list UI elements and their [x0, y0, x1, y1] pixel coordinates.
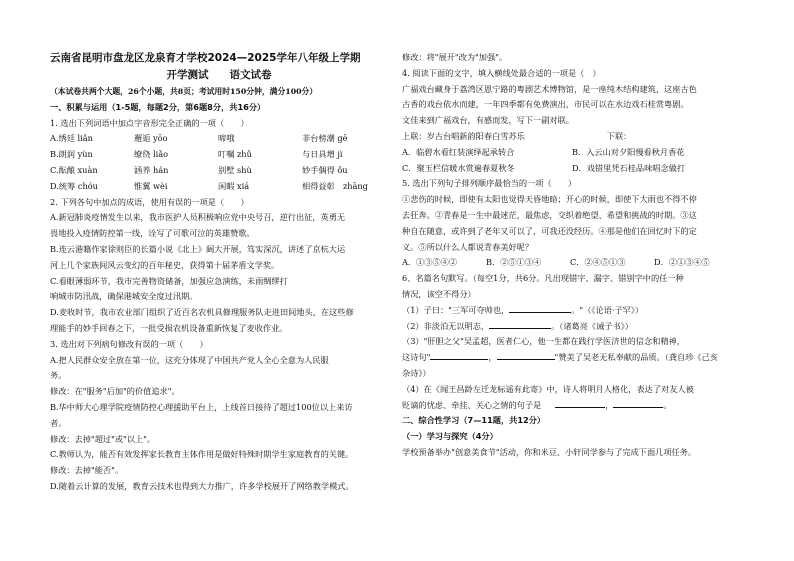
q3-line: 修改：在"服务"后加"的价值追求"。	[50, 386, 180, 397]
answer-blank[interactable]	[497, 350, 555, 360]
q6-item2: （2）非淡泊无以明志， 。（诸葛亮《诫子书》）	[402, 320, 633, 331]
q5-options: A．①③⑤④② B．②⑤①③④ C．②④⑤①③ D．②①③④⑤	[402, 257, 710, 268]
q4-line: 古香的戏台依水而建，一年四季都有免费演出，市民可以在水边戏石桂赏粤剧。	[402, 99, 689, 110]
left-column	[50, 50, 388, 495]
section1-heading: 一、积累与运用（1-5题，每题2分，第6题8分，共16分）	[50, 101, 266, 112]
q2-line: D.麦收时节，我市农业部门组织了近百名农机具修理服务队走进田间地头，在这些修	[50, 307, 354, 318]
q3-stem: 3. 选出对下列病句修改有误的一项（ ）	[50, 338, 208, 349]
q4-line: 广福戏台藏身于荔湾区恩宁路的粤剧艺术博物馆，是一座纯木结构建筑，这座古色	[402, 83, 697, 94]
q3-line: 者。	[50, 417, 67, 428]
q2-line: 河上几个家族间风云变幻的百年秘史，获得第十届茅盾文学奖。	[50, 259, 280, 270]
q1-option-d: D.统筹 chóu 惟翼 wèi 闲暇 xiá 相得益彰 zhāng	[50, 180, 368, 191]
q3-d-fix: 修改：将"展开"改为"加强"。	[402, 52, 508, 62]
q6-stem: 6、名篇名句默写。（每空1分，共6分。凡出现错字、漏字、错别字中的任一种	[402, 273, 684, 284]
answer-blank[interactable]	[430, 350, 488, 360]
section2-heading: 二、综合性学习（7—11题，共12分）	[402, 415, 546, 426]
q2-line: 理能手的妙手回春之下，一批受损农机设备重新恢复了麦收作业。	[50, 322, 288, 333]
q3-line: 修改：去掉"能否"。	[50, 465, 124, 476]
q4-options-cd: C．聚玉栏信暖水赏遍春夏秋冬 D．戏错里凭石桂品味唱念做打	[402, 162, 686, 173]
answer-blank[interactable]	[509, 303, 571, 313]
q5-stem: 5. 选出下列句子排列顺序最恰当的一项（ ）	[402, 178, 577, 189]
q3-line: B.华中师大心理学院疫情防控心理援助平台上，上线首日接待了超过100位以上来访	[50, 401, 353, 412]
q3-line: 修改：去掉"超过"或"以上"。	[50, 433, 156, 444]
sub1-heading: （一）学习与探究（4分）	[402, 431, 498, 442]
q3-line: D.随着云计算的发展，教育云技术也得到大力推广，许多学校展开了网络教学模式。	[50, 480, 354, 491]
q2-stem: 2. 下列各句中加点的成语，使用有误的一项是（ ）	[50, 196, 249, 207]
q2-line: A.新冠肺炎疫情发生以来，我市医护人员积极响应党中央号召，逆行出征，英勇无	[50, 212, 346, 223]
activity-intro: 学校预备举办"创意美食节"活动，你和米豆、小轩同学参与了完成下面几项任务。	[402, 446, 697, 457]
q1-option-b: B.朗润 yùn 缭绕 liǎo 叮嘱 zhǔ 与日具增 jì	[50, 149, 343, 160]
q2-line: B.连云港籍作家徐则臣的长篇小说《北上》阔大开展，笃实深沉，讲述了京杭大运	[50, 243, 346, 254]
q4-couplet: 上联：岁古台唱新韵阳春白雪苏乐 下联：	[402, 130, 632, 141]
q1-option-a: A.绣廷 liǎn 邂逅 yōo 啼哦 非台榜潮 gē	[50, 133, 348, 144]
q5-line: 种自在随意，或许到了老年又可以了，可我还没经历。④那是他们在回忆时下的定	[402, 225, 697, 236]
q1-option-c: C.酝酿 xuàn 涵养 hán 别墅 shù 妙手偶得 ǒu	[50, 164, 348, 175]
q5-line: 去狂奔。②青春是一生中最迷茫，最焦虑，交织着绝望、希望和挑战的时期。③这	[402, 209, 697, 220]
right-column	[402, 50, 746, 461]
answer-blank[interactable]	[555, 398, 605, 408]
q6-item4: （4）在《闻王昌龄左迁龙标遥有此寄》中，诗人将明月人格化，表达了对友人被	[402, 383, 694, 394]
answer-blank[interactable]	[613, 398, 663, 408]
q4-options-ab: A．临碧水看红装演绎起承转合 B．入云山对夕阳慢看秋月香花	[402, 146, 685, 157]
q4-line: 文佳来到广福戏台，有感而发，写下一副对联。	[402, 115, 574, 126]
q2-line: 响城市防汛战，确保港城安全度过汛期。	[50, 291, 198, 302]
q3-line: A.把人民群众安全放在第一位，这充分体现了中国共产党人全心全意为人民服	[50, 354, 329, 365]
q6-item1: （1）子曰："三军可夺帅也， 。"（《论语·子罕》）	[402, 304, 644, 315]
q5-line: ①悲伤的时候，即使有太阳也觉得天昏地暗；开心的时候，即使下大雨也不得不停	[402, 194, 697, 205]
q6-item4-cont: 贬谪的忧虑、牵挂、关心之情的句子是 ， 。	[402, 399, 672, 410]
q6-stem2: 情况，该空不得分）	[402, 288, 476, 299]
q3-line: C.教师认为，能否有效发挥家长教育主体作用是做好特殊时期学生家庭教育的关键。	[50, 449, 354, 460]
q5-line: 义。⑤所以什么人都说青春美好呢？	[402, 241, 534, 252]
q3-line: 务。	[50, 370, 67, 381]
q6-item3-source: 杂诗》）	[402, 367, 431, 378]
q4-stem: 4. 阅读下面的文字，填入横线处最合适的一项是（ ）	[402, 67, 601, 78]
exam-title-line1: 云南省昆明市盘龙区龙泉育才学校2024—2025学年八年级上学期	[50, 52, 361, 64]
exam-title-line2: 开学测试 语文试卷	[166, 69, 272, 81]
answer-blank[interactable]	[489, 319, 551, 329]
exam-note: （本试卷共两个大题，26个小题，共8页；考试用时150分钟，满分100分）	[50, 87, 318, 96]
q2-line: C.看眼薄弱环节，我市完善物资储备，加强应急演练，未雨绸缪打	[50, 275, 288, 286]
q6-item3: （3）"肝胆之父"吴孟超，医者仁心，他一生都在践行学医济世的信念和精神，	[402, 336, 685, 347]
q6-item3-cont: 这诗句" ， "赞美了吴老无私奉献的品质。（龚自珍《己亥	[402, 352, 718, 363]
q1-stem: 1. 选出下列词语中加点字音形完全正确的一项（ ）	[50, 117, 249, 128]
q2-line: 畏地投入疫情防控第一线，诠写了可歌可泣的英雄赞歌。	[50, 228, 255, 239]
